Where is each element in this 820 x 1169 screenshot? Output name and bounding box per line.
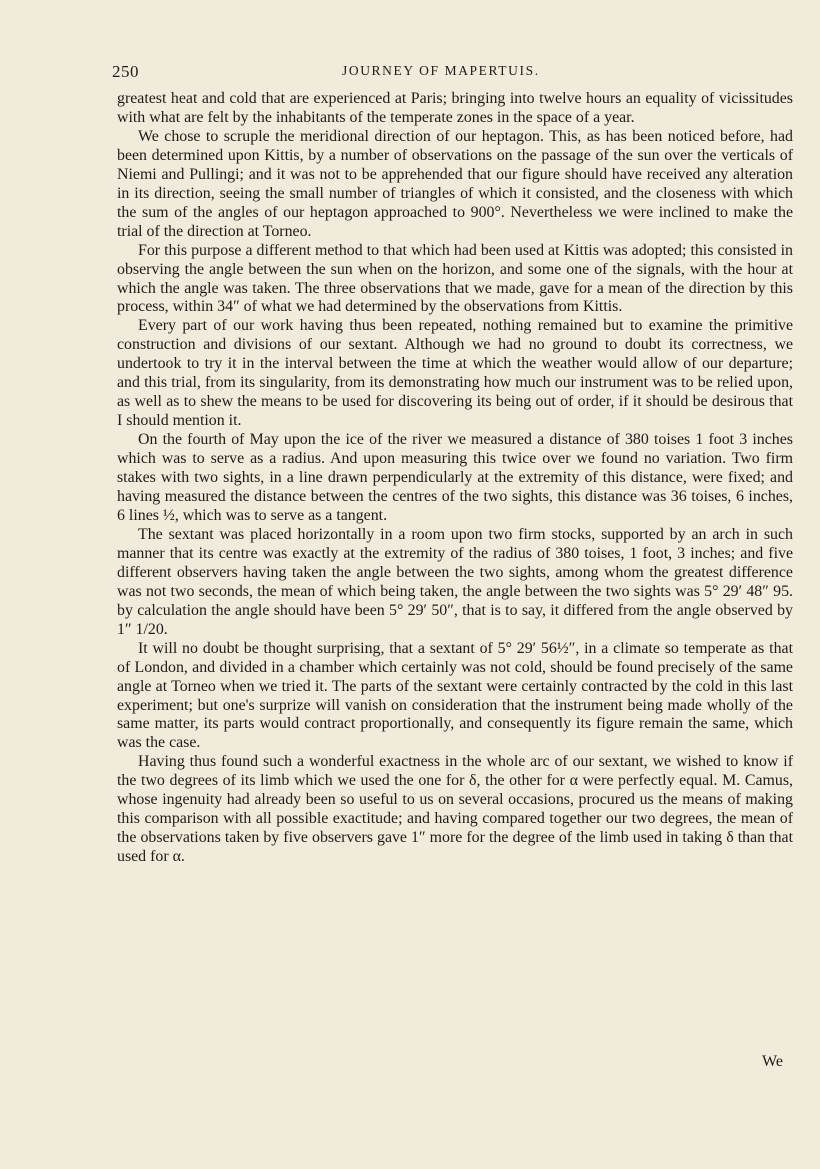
running-head: JOURNEY OF MAPERTUIS.: [342, 63, 540, 78]
paragraph: On the fourth of May upon the ice of the river we measured a distance of 380 toises 1 foot 3 inches which was to serve as a radius. And upon measuring this twice over we found no variation. Two firm stakes with two sights, in a line drawn perpendicularly at the extremity of this distance, were fixed; and having measured the distance between the centres of the two sights, this distance was 36 toises, 6 inches, 6 lines ½, which was to serve as a tangent.: [117, 431, 793, 524]
body-text: [117, 90, 793, 867]
paragraph: For this purpose a different method to that which had been used at Kittis was adopted; this consisted in observing the angle between the sun when on the horizon, and some one of the signals, with the hour at which the angle was taken. The three observations that we made, gave for a mean of the direction by this process, within 34″ of what we had determined by the observations from Kittis.: [117, 241, 793, 316]
catchword: We: [762, 1053, 783, 1070]
paragraph: Having thus found such a wonderful exactness in the whole arc of our sextant, we wished to know if the two degrees of its limb which we used the one for δ, the other for α were perfectly equal. M. Camus, whose ingenuity had already been so useful to us on several occasions, procured us the means of making this comparison with all possible exactitude; and having compared together our two degrees, the mean of the observations taken by five observers gave 1″ more for the degree of the limb used in taking δ than that used for α.: [117, 753, 793, 866]
paragraph: greatest heat and cold that are experienced at Paris; bringing into twelve hours an equality of vicissitudes with what are felt by the inhabitants of the temperate zones in the space of a year.: [117, 90, 793, 126]
paragraph: We chose to scruple the meridional direction of our heptagon. This, as has been noticed before, had been determined upon Kittis, by a number of observations on the passage of the sun over the verticals of Niemi and Pullingi; and it was not to be apprehended that our figure should have received any alteration in its direction, seeing the small number of triangles of which it consisted, and the closeness with which the sum of the angles of our heptagon approached to 900°. Nevertheless we were inclined to make the trial of the direction at Torneo.: [117, 127, 793, 240]
paragraph: It will no doubt be thought surprising, that a sextant of 5° 29′ 56½″, in a climate so temperate as that of London, and divided in a chamber which certainly was not cold, should be found precisely of the same angle at Torneo when we tried it. The parts of the sextant were certainly contracted by the cold in this last experiment; but one's surprize will vanish on consideration that the instrument being made wholly of the same matter, its parts would contract proportionally, and consequently its figure remain the same, which was the case.: [117, 639, 793, 752]
paragraph: Every part of our work having thus been repeated, nothing remained but to examine the primitive construction and divisions of our sextant. Although we had no ground to doubt its correctness, we undertook to try it in the interval between the time at which the weather would allow of our departure; and this trial, from its singularity, from its demonstrating how much our instrument was to be relied upon, as well as to shew the means to be used for discovering its being out of order, if it should be desirous that I should mention it.: [117, 317, 793, 430]
page-number: 250: [112, 62, 139, 81]
paragraph: The sextant was placed horizontally in a room upon two firm stocks, supported by an arch in such manner that its centre was exactly at the extremity of the radius of 380 toises, 1 foot, 3 inches; and five different observers having taken the angle between the two sights, among whom the greatest difference was not two seconds, the mean of which being taken, the angle between the two sights was 5° 29′ 48″ 95. by calculation the angle should have been 5° 29′ 50″, that is to say, it differed from the angle observed by 1″ 1/20.: [117, 525, 793, 638]
page-header: [112, 62, 792, 82]
